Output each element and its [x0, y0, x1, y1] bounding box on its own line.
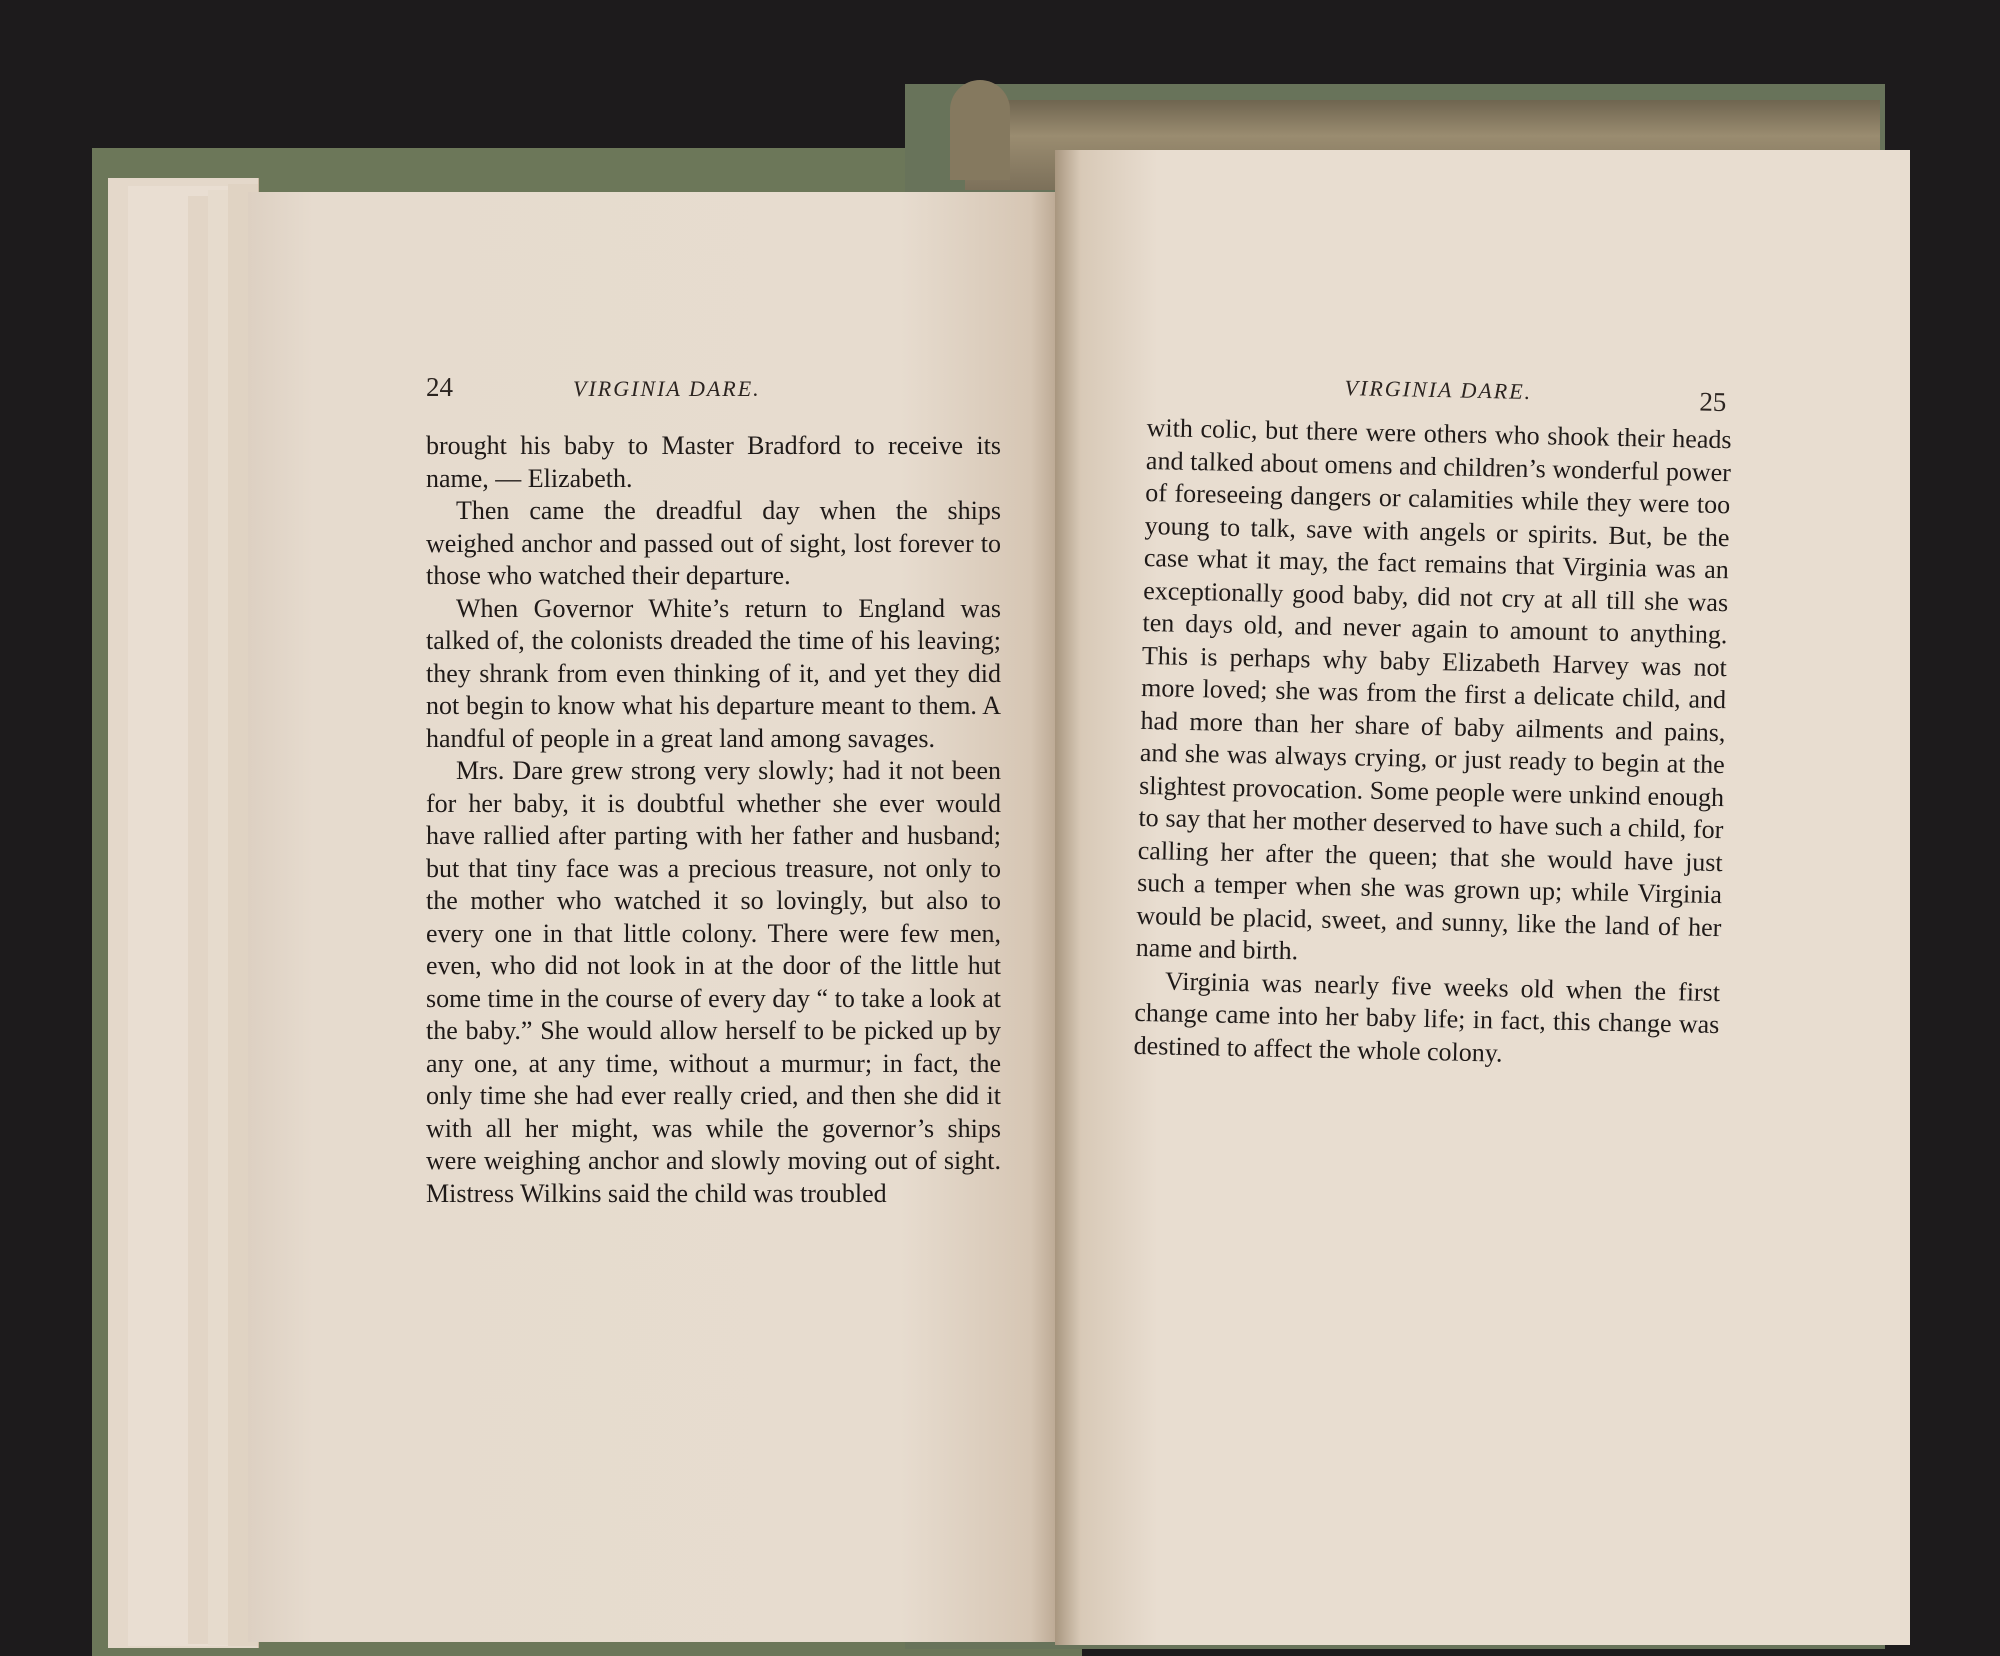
right-page-body [1133, 412, 1731, 1074]
running-head: VIRGINIA DARE. [573, 376, 761, 401]
page-number: 25 [1699, 386, 1727, 418]
paragraph: with colic, but there were others who shook their heads and talked about omens and children’s wonderful power of foreseeing dangers or calamities while they were too young to talk, save with angels or spirits. But, be the case what it may, the fact remains that Virginia was an exceptionally good baby, did not cry at all till she was ten days old, and never again to amount to anything. This is perhaps why baby Elizabeth Harvey was not more loved; she was from the first a delicate child, and had more than her share of baby ailments and pains, and she was always crying, or just ready to begin at the slightest provocation. Some people were unkind enough to say that her mother deserved to have such a child, for calling her after the queen; that she would have just such a temper when she was grown up; while Virginia would be placid, sweet, and sunny, like the land of her name and birth. [1135, 412, 1732, 966]
spine-headband [950, 80, 1010, 180]
page-edge-stack [108, 178, 258, 1656]
left-page [248, 192, 1063, 1642]
left-page-header [248, 372, 1063, 412]
paragraph: Mrs. Dare grew strong very slowly; had it not been for her baby, it is doubtful whether she ever would have rallied after parting with her father and husband; but that tiny face was a precious treasure, not only to the mother who watched it so lovingly, but also to every one in that little colony. There were few men, even, who did not look in at the door of the little hut some time in the course of every day “ to take a look at the baby.” She would allow herself to be picked up by any one, at any time, without a murmur; in fact, the only time she had ever really cried, and then she did it with all her might, was while the governor’s ships were weighing anchor and slowly moving out of sight. Mistress Wilkins said the child was troubled [426, 756, 1001, 1208]
paragraph: When Governor White’s return to England was talked of, the colonists dreaded the time of his leaving; they shrank from even thinking of it, and yet they did not begin to know what his departure meant to them. A handful of people in a great land among savages. [426, 593, 1001, 753]
page-number: 24 [426, 372, 453, 402]
right-page [1055, 150, 1910, 1645]
left-page-body [426, 430, 1001, 1210]
paragraph: brought his baby to Master Bradford to receive its name, — Elizabeth. [426, 431, 1001, 493]
running-head: VIRGINIA DARE. [1344, 375, 1533, 404]
paragraph: Virginia was nearly five weeks old when the first change came into her baby life; in fact, this change was destined to affect the whole colony. [1133, 966, 1721, 1068]
paragraph: Then came the dreadful day when the ships weighed anchor and passed out of sight, lost forever to those who watched their departure. [426, 496, 1001, 590]
